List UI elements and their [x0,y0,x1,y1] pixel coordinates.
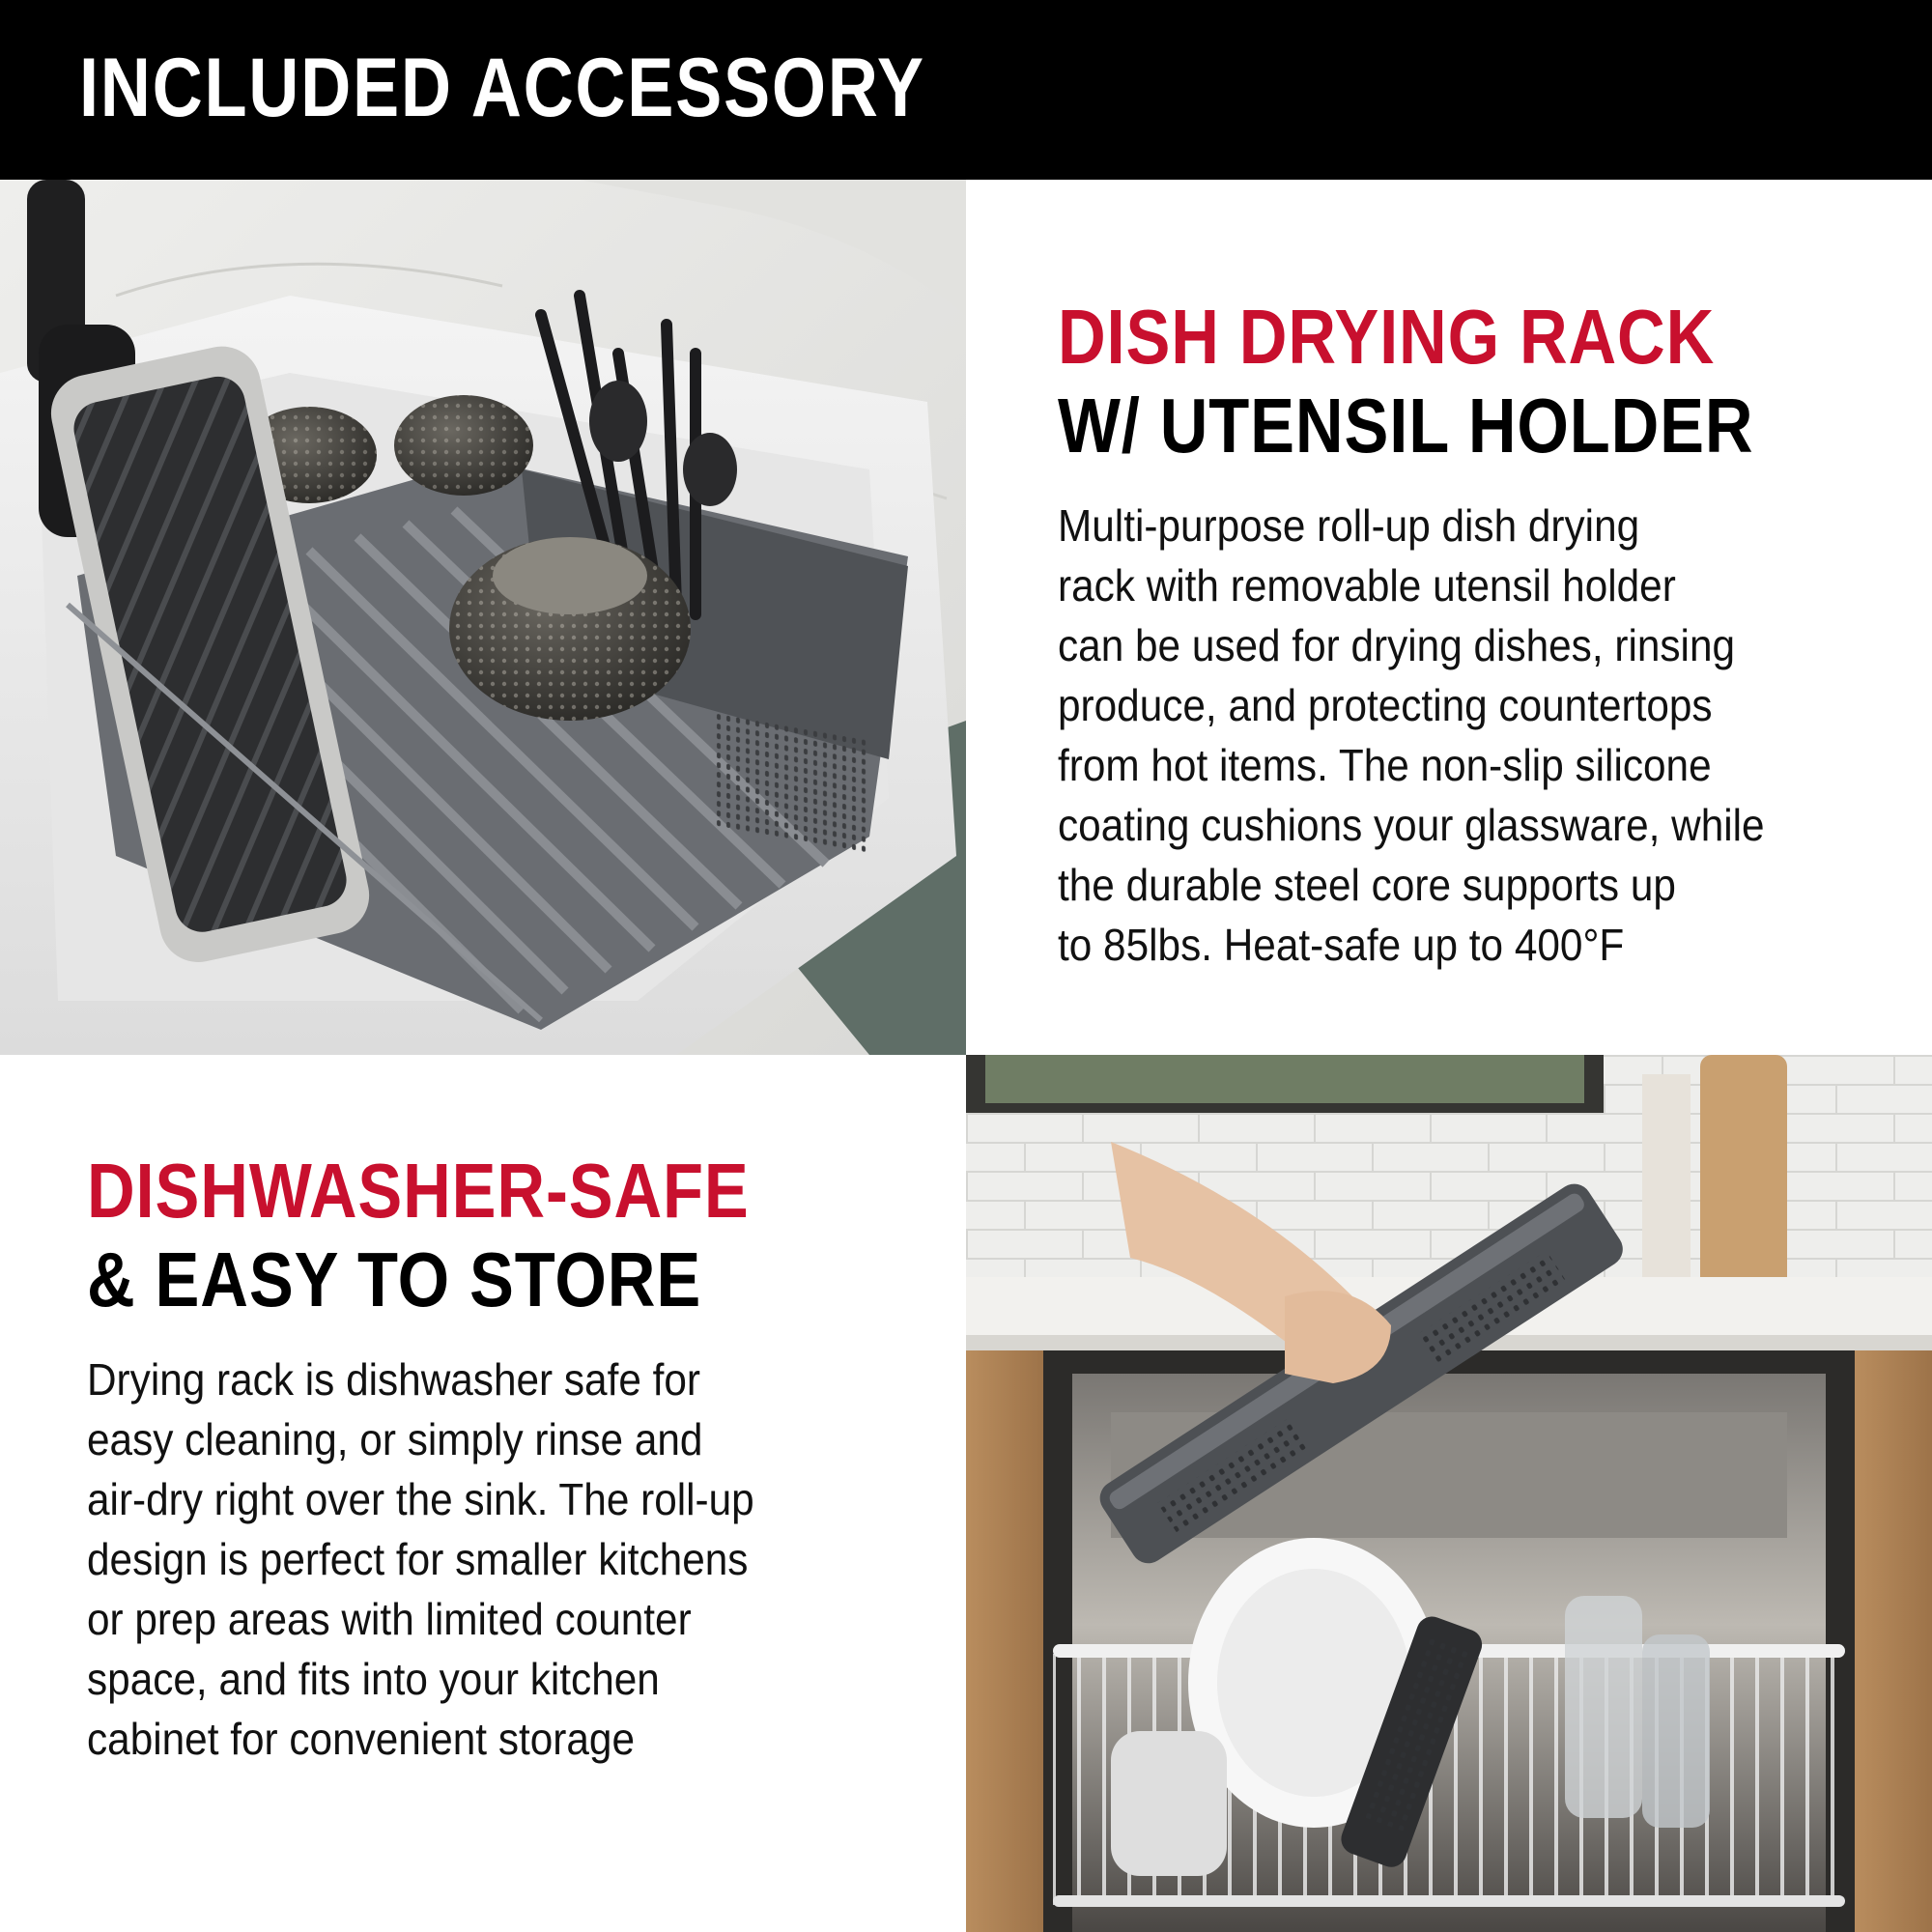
storage-headline-accent: DISHWASHER-SAFE [87,1148,750,1234]
rack-description: Multi-purpose roll-up dish drying rack with removable utensil holder can be used for drying dishes, rinsing produce, and protecting countertops from hot items. The non-slip silicone coating cushions your glassware, while the durable steel core supports up to 85lbs. Heat-safe up to 400°F [1058,500,1765,970]
rack-headline-accent: DISH DRYING RACK [1058,294,1716,380]
sink-rack-photo [0,180,966,1055]
header-title: INCLUDED ACCESSORY [79,42,925,134]
dishwasher-rack-photo [966,1055,1932,1932]
storage-headline-dark: & EASY TO STORE [87,1236,702,1322]
rack-headline-dark: W/ UTENSIL HOLDER [1058,383,1754,469]
storage-description: Drying rack is dishwasher safe for easy cleaning, or simply rinse and air-dry right over the sink. The roll-up design is perfect for smaller kitchens or prep areas with limited counter space, and fits into your kitchen cabinet for convenient storage [87,1354,754,1764]
header-bar [0,0,1932,180]
storage-feature-block [87,1147,937,1769]
rack-feature-block [1058,293,1908,975]
